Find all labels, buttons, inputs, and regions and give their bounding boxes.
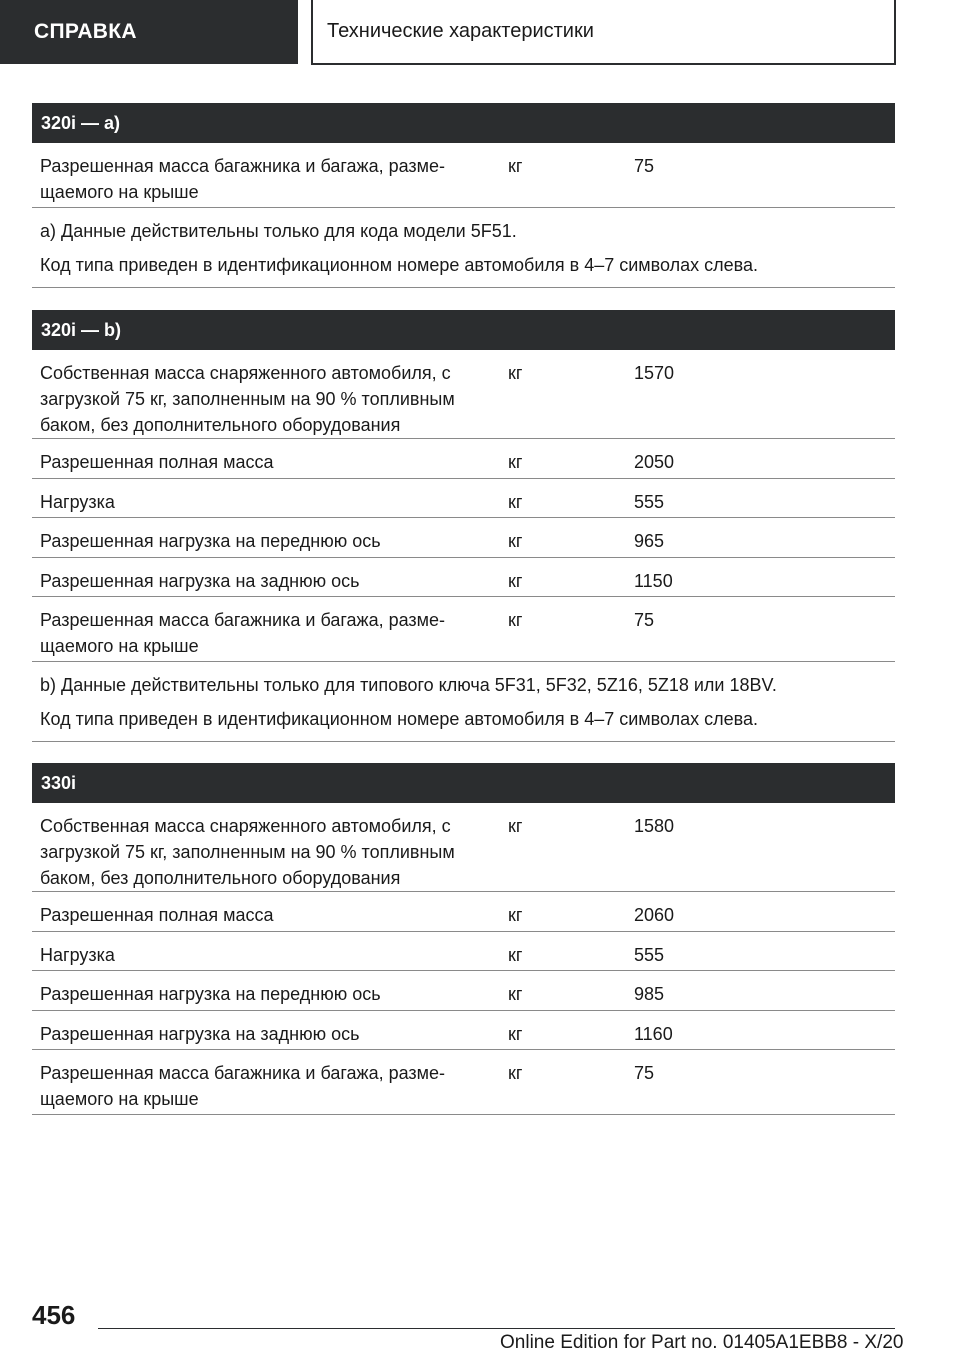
row-unit: кг	[508, 492, 523, 512]
row-unit: кг	[508, 610, 523, 630]
row-value: 2050	[634, 452, 675, 472]
row-unit: кг	[508, 571, 523, 591]
table-row	[32, 892, 895, 932]
footer-edition-text: Online Edition for Part no. 01405A1EBB8 - X/20	[500, 1332, 904, 1353]
row-label: Разрешенная полная масса	[40, 452, 274, 472]
table-row	[32, 350, 895, 439]
table-row	[32, 971, 895, 1011]
row-unit: кг	[508, 816, 523, 836]
row-label: Разрешенная полная масса	[40, 905, 274, 925]
table-row	[32, 479, 895, 518]
row-label: Собственная масса снаряженного автомобиля, с загрузкой 75 кг, заполненным на 90 % топливным баком, без дополнительного оборудования	[40, 816, 455, 888]
table-row	[32, 439, 895, 479]
row-label: Разрешенная масса багажника и багажа, разме- щаемого на крыше	[40, 1063, 446, 1109]
table-row	[32, 1050, 895, 1115]
section-notes	[32, 208, 895, 288]
row-unit: кг	[508, 984, 523, 1004]
table-row	[32, 597, 895, 662]
page-number: 456	[32, 1300, 76, 1330]
spec-section-330i	[32, 763, 895, 1115]
spec-section-320i-b	[32, 310, 895, 742]
row-label: Разрешенная нагрузка на заднюю ось	[40, 1024, 360, 1044]
row-value: 555	[634, 945, 665, 965]
row-value: 985	[634, 984, 665, 1004]
row-label: Разрешенная нагрузка на заднюю ось	[40, 571, 360, 591]
row-unit: кг	[508, 156, 523, 176]
row-value: 1570	[634, 363, 675, 383]
section-notes	[32, 662, 895, 742]
row-unit: кг	[508, 363, 523, 383]
row-label: Разрешенная масса багажника и багажа, разме- щаемого на крыше	[40, 610, 446, 656]
row-unit: кг	[508, 452, 523, 472]
table-row	[32, 803, 895, 892]
header-section-label: СПРАВКА	[34, 20, 137, 43]
row-label: Нагрузка	[40, 492, 115, 512]
row-value: 1580	[634, 816, 675, 836]
row-unit: кг	[508, 945, 523, 965]
row-unit: кг	[508, 905, 523, 925]
section-heading: 320i — b)	[32, 310, 895, 350]
footer-divider	[98, 1328, 895, 1329]
table-row	[32, 558, 895, 597]
row-label: Разрешенная нагрузка на переднюю ось	[40, 531, 381, 551]
note-text: Код типа приведен в идентификационном номере автомобиля в 4–7 символах слева.	[40, 255, 759, 275]
table-row	[32, 1011, 895, 1050]
row-label: Разрешенная масса багажника и багажа, разме- щаемого на крыше	[40, 156, 446, 202]
note-text: a) Данные действительны только для кода модели 5F51.	[40, 221, 517, 241]
row-value: 75	[634, 156, 655, 176]
note-text: Код типа приведен в идентификационном номере автомобиля в 4–7 символах слева.	[40, 709, 759, 729]
row-unit: кг	[508, 531, 523, 551]
row-unit: кг	[508, 1024, 523, 1044]
row-value: 75	[634, 610, 655, 630]
row-value: 1150	[634, 571, 673, 591]
row-label: Разрешенная нагрузка на переднюю ось	[40, 984, 381, 1004]
row-value: 555	[634, 492, 665, 512]
spec-section-320i-a	[32, 103, 895, 288]
row-value: 1160	[634, 1024, 673, 1044]
row-value: 965	[634, 531, 665, 551]
section-heading: 330i	[32, 763, 895, 803]
row-label: Собственная масса снаряженного автомобиля, с загрузкой 75 кг, заполненным на 90 % топливным баком, без дополнительного оборудования	[40, 363, 455, 435]
row-value: 75	[634, 1063, 655, 1083]
section-heading: 320i — a)	[32, 103, 895, 143]
table-row	[32, 932, 895, 971]
row-unit: кг	[508, 1063, 523, 1083]
header-title-box	[311, 0, 896, 65]
table-row	[32, 143, 895, 208]
header-section-tab	[0, 0, 298, 64]
note-text: b) Данные действительны только для типового ключа 5F31, 5F32, 5Z16, 5Z18 или 18BV.	[40, 675, 777, 695]
table-row	[32, 518, 895, 558]
row-label: Нагрузка	[40, 945, 115, 965]
row-value: 2060	[634, 905, 675, 925]
page-title: Технические характеристики	[327, 20, 594, 42]
